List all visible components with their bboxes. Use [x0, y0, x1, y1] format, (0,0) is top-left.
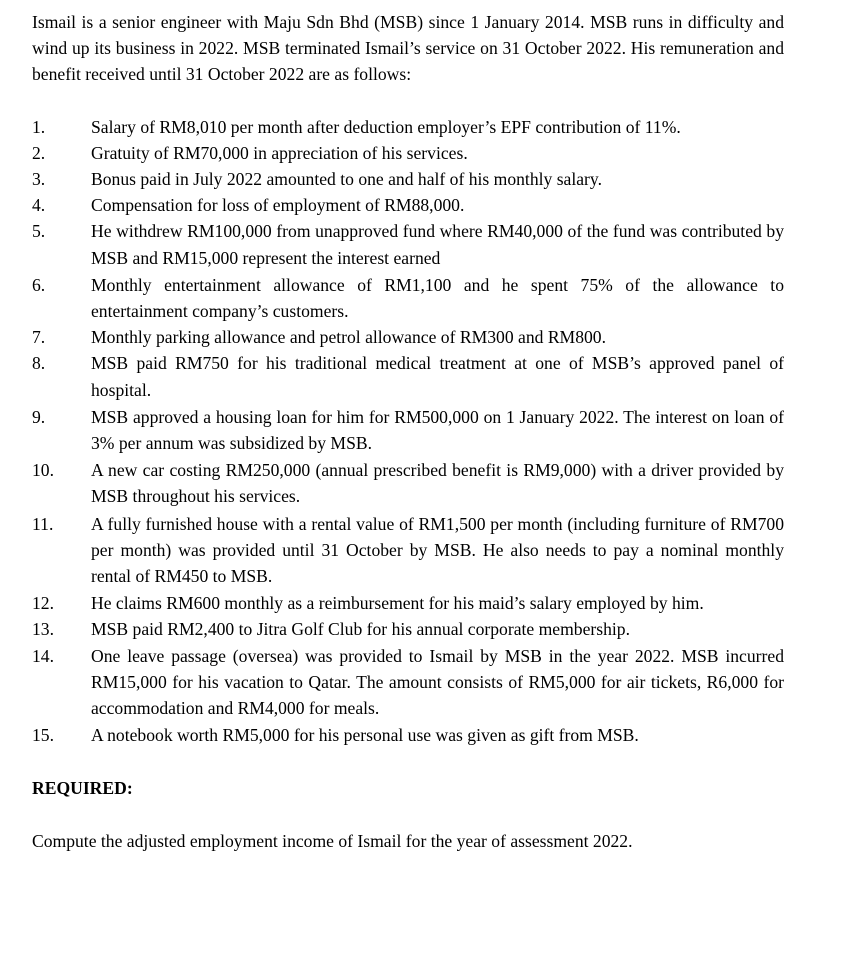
item-text: A new car costing RM250,000 (annual prescribed benefit is RM9,000) with a driver provided by MSB throughout his services. [91, 460, 784, 507]
item-number: 5. [32, 221, 46, 242]
required-heading: REQUIRED: [32, 778, 133, 799]
item-number: 8. [32, 353, 46, 374]
item-number: 14. [32, 645, 54, 666]
list-item [32, 114, 784, 140]
list-item [32, 140, 784, 166]
item-number: 9. [32, 406, 46, 427]
intro-paragraph: Ismail is a senior engineer with Maju Sdn Bhd (MSB) since 1 January 2014. MSB runs in difficulty and wind up its business in 2022. MSB terminated Ismail’s service on 31 October 2022. His remuneration and benefit received until 31 October 2022 are as follows: [32, 12, 784, 85]
item-number: 2. [32, 142, 46, 163]
item-text: Monthly parking allowance and petrol allowance of RM300 and RM800. [91, 327, 606, 348]
list-item [32, 324, 784, 350]
item-text: Gratuity of RM70,000 in appreciation of his services. [91, 142, 468, 163]
list-item [32, 404, 784, 456]
question-page [32, 9, 784, 854]
list-item [32, 166, 784, 192]
item-number: 6. [32, 274, 46, 295]
list-item [32, 350, 784, 402]
item-text: One leave passage (oversea) was provided to Ismail by MSB in the year 2022. MSB incurred RM15,000 for his vacation to Qatar. The amount consists of RM5,000 for air tickets, R6,000 for accommodation and RM4,000 for meals. [91, 645, 784, 719]
item-number: 3. [32, 169, 46, 190]
item-number: 13. [32, 619, 54, 640]
item-text: A fully furnished house with a rental value of RM1,500 per month (including furniture of RM700 per month) was provided until 31 October by MSB. He also needs to pay a nominal monthly rental of RM450 to MSB. [91, 513, 784, 587]
list-item [32, 590, 784, 616]
item-text: MSB paid RM750 for his traditional medical treatment at one of MSB’s approved panel of hospital. [91, 353, 784, 400]
item-text: A notebook worth RM5,000 for his personal use was given as gift from MSB. [91, 725, 639, 746]
list-item [32, 511, 784, 590]
item-number: 11. [32, 513, 54, 534]
task-text: Compute the adjusted employment income of Ismail for the year of assessment 2022. [32, 830, 633, 851]
list-item [32, 722, 784, 748]
item-text: MSB approved a housing loan for him for RM500,000 on 1 January 2022. The interest on loan of 3% per annum was subsidized by MSB. [91, 406, 784, 454]
item-text: Monthly entertainment allowance of RM1,100 and he spent 75% of the allowance to entertainment company’s customers. [91, 274, 784, 322]
item-text: Bonus paid in July 2022 amounted to one and half of his monthly salary. [91, 169, 602, 190]
item-text: He claims RM600 monthly as a reimbursement for his maid’s salary employed by him. [91, 593, 704, 614]
item-text: He withdrew RM100,000 from unapproved fund where RM40,000 of the fund was contributed by MSB and RM15,000 represent the interest earned [91, 221, 784, 268]
item-number: 4. [32, 195, 46, 216]
item-number: 7. [32, 327, 46, 348]
list-item [32, 616, 784, 642]
list-item [32, 272, 784, 324]
item-number: 10. [32, 460, 54, 481]
item-text: MSB paid RM2,400 to Jitra Golf Club for his annual corporate membership. [91, 619, 630, 640]
list-item [32, 192, 784, 218]
benefits-list [32, 114, 784, 749]
list-item [32, 643, 784, 722]
item-number: 15. [32, 725, 54, 746]
list-item [32, 218, 784, 270]
item-text: Compensation for loss of employment of RM88,000. [91, 195, 465, 216]
item-text: Salary of RM8,010 per month after deduction employer’s EPF contribution of 11%. [91, 116, 681, 137]
list-item [32, 457, 784, 509]
item-number: 12. [32, 593, 54, 614]
item-number: 1. [32, 116, 46, 137]
